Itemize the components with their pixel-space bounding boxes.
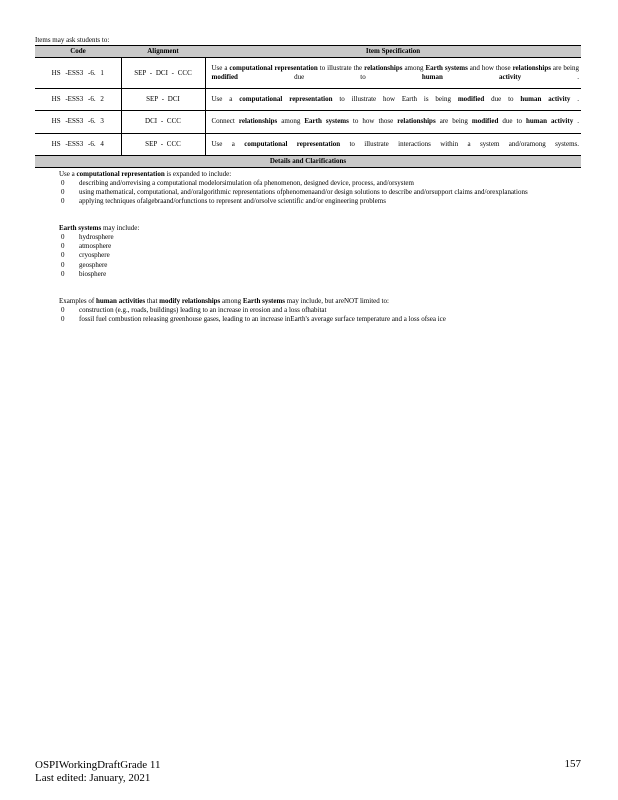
bold-term: modified [457,95,485,104]
sub-bullet-marker: 0 [61,269,65,278]
sub-item-text: fossil fuel combustion releasing greenhouse gases, leading to an increase inEarth's average surface temperature and a loss ofsea ice [79,314,446,323]
spacer [35,279,581,295]
sub-bullet-marker: 0 [61,305,65,314]
bold-term: Earth systems [59,224,102,233]
bold-term: modify relationships [159,296,221,305]
text-run: among [402,64,426,73]
detail-sub-item [35,179,581,188]
bold-term: relationships [364,64,403,73]
sub-bullet-marker: 0 [61,178,65,187]
sub-item-text: applying techniques ofalgebraand/orfunctions to represent and/orsolve scientific and/or engineering problems [79,197,386,206]
footer-edited: Last edited: January, 2021 [35,772,151,785]
bold-term: computational representation [76,169,165,178]
text-run: among [220,296,243,305]
code-header: Code [35,46,121,58]
bold-term: human activity [520,95,571,104]
sub-bullet-marker: 0 [61,233,65,242]
row-specification [205,133,581,155]
row-code: HS -ESS3 -6. 3 [35,111,121,133]
text-run: to illustrate how Earth is being [332,95,458,104]
detail-sub-item [35,270,581,279]
text-run: among [277,117,305,126]
detail-sub-item [35,261,581,270]
document-page [35,36,581,324]
text-run: may include: [101,224,140,233]
detail-sub-item [35,188,581,197]
row-specification [205,111,581,133]
sub-bullet-marker: 0 [61,242,65,251]
text-run: Use a [59,169,77,178]
detail-sub-item [35,233,581,242]
text-run: and how those [467,64,513,73]
table-row [35,89,581,111]
detail-sub-item [35,306,581,315]
spacer [35,206,581,222]
text-run: due to [498,117,526,126]
sub-bullet-marker: 0 [61,187,65,196]
sub-item-text: hydrosphere [79,233,114,242]
bold-term: relationships [238,117,278,126]
row-alignment: SEP - DCI - CCC [121,58,205,89]
detail-bullet [35,170,581,179]
text-run: Use a [211,139,245,148]
text-run: may include, but areNOT limited to: [285,296,389,305]
detail-sub-item [35,197,581,206]
row-code: HS -ESS3 -6. 2 [35,89,121,111]
row-specification [205,89,581,111]
bold-term: Earth systems [242,296,286,305]
alignment-header: Alignment [121,46,205,58]
text-run: Connect [211,117,239,126]
detail-bullet [35,224,581,233]
text-run: that [145,296,160,305]
text-run: is expanded to include: [164,169,232,178]
detail-sub-item [35,315,581,324]
bold-term: relationships [512,64,551,73]
sub-bullet-marker: 0 [61,260,65,269]
text-run: due to [237,73,422,82]
sub-bullet-marker: 0 [61,197,65,206]
text-run: are being [435,117,472,126]
sub-bullet-marker: 0 [61,251,65,260]
spec-header: Item Specification [205,46,581,58]
bold-term: human activity [526,117,574,126]
text-run: . [521,73,580,82]
row-alignment: DCI - CCC [121,111,205,133]
row-code: HS -ESS3 -6. 1 [35,58,121,89]
text-run: Examples of [59,296,96,305]
text-run: due to [484,95,521,104]
row-specification [205,58,581,89]
bold-term: Earth systems [304,117,349,126]
details-section [35,170,581,324]
footer-title: OSPIWorkingDraftGrade 11 [35,758,161,771]
text-run: . [570,95,580,104]
text-run: . [573,117,579,126]
text-run: to illustrate the [317,64,365,73]
bold-term: computational representation [229,64,318,73]
table-row [35,58,581,89]
item-spec-table [35,45,581,168]
bold-term: computational representation [244,139,341,148]
text-run: are being [550,64,579,73]
table-header-row [35,46,581,58]
bold-term: human activity [421,73,522,82]
sub-bullet-marker: 0 [61,314,65,323]
sub-item-text: geosphere [79,260,108,269]
sub-item-text: cryosphere [79,251,110,260]
detail-sub-item [35,242,581,251]
footer [35,759,161,787]
text-run: to illustrate interactions within a system and/oramong systems. [340,139,579,148]
row-alignment: SEP - DCI [121,89,205,111]
sub-item-text: using mathematical, computational, and/oralgorithmic representations ofphenomenaand/or design solutions to describe and/orsupport claims and/orexplanations [79,187,528,196]
bold-term: Earth systems [425,64,468,73]
bold-term: relationships [397,117,436,126]
bold-term: modified [211,73,238,82]
table-row [35,133,581,155]
detail-bullet [35,297,581,306]
bold-term: human activities [95,296,146,305]
text-run: Use a [211,64,230,73]
intro-text: Items may ask students to: [35,36,110,44]
details-header-row [35,155,581,167]
text-run: Use a [211,95,240,104]
sub-item-text: construction (e.g., roads, buildings) leading to an increase in erosion and a loss ofhabitat [79,305,327,314]
bold-term: modified [471,117,499,126]
sub-item-text: atmosphere [79,242,112,251]
sub-item-text: describing and/orrevising a computational modelorsimulation ofa phenomenon, designed device, process, and/orsystem [79,178,414,187]
page-number: 157 [564,758,581,770]
bold-term: computational representation [239,95,333,104]
sub-item-text: biosphere [79,269,107,278]
table-row [35,111,581,133]
detail-sub-item [35,251,581,260]
details-header: Details and Clarifications [35,155,581,167]
text-run: to how those [348,117,398,126]
row-alignment: SEP - CCC [121,133,205,155]
row-code: HS -ESS3 -6. 4 [35,133,121,155]
